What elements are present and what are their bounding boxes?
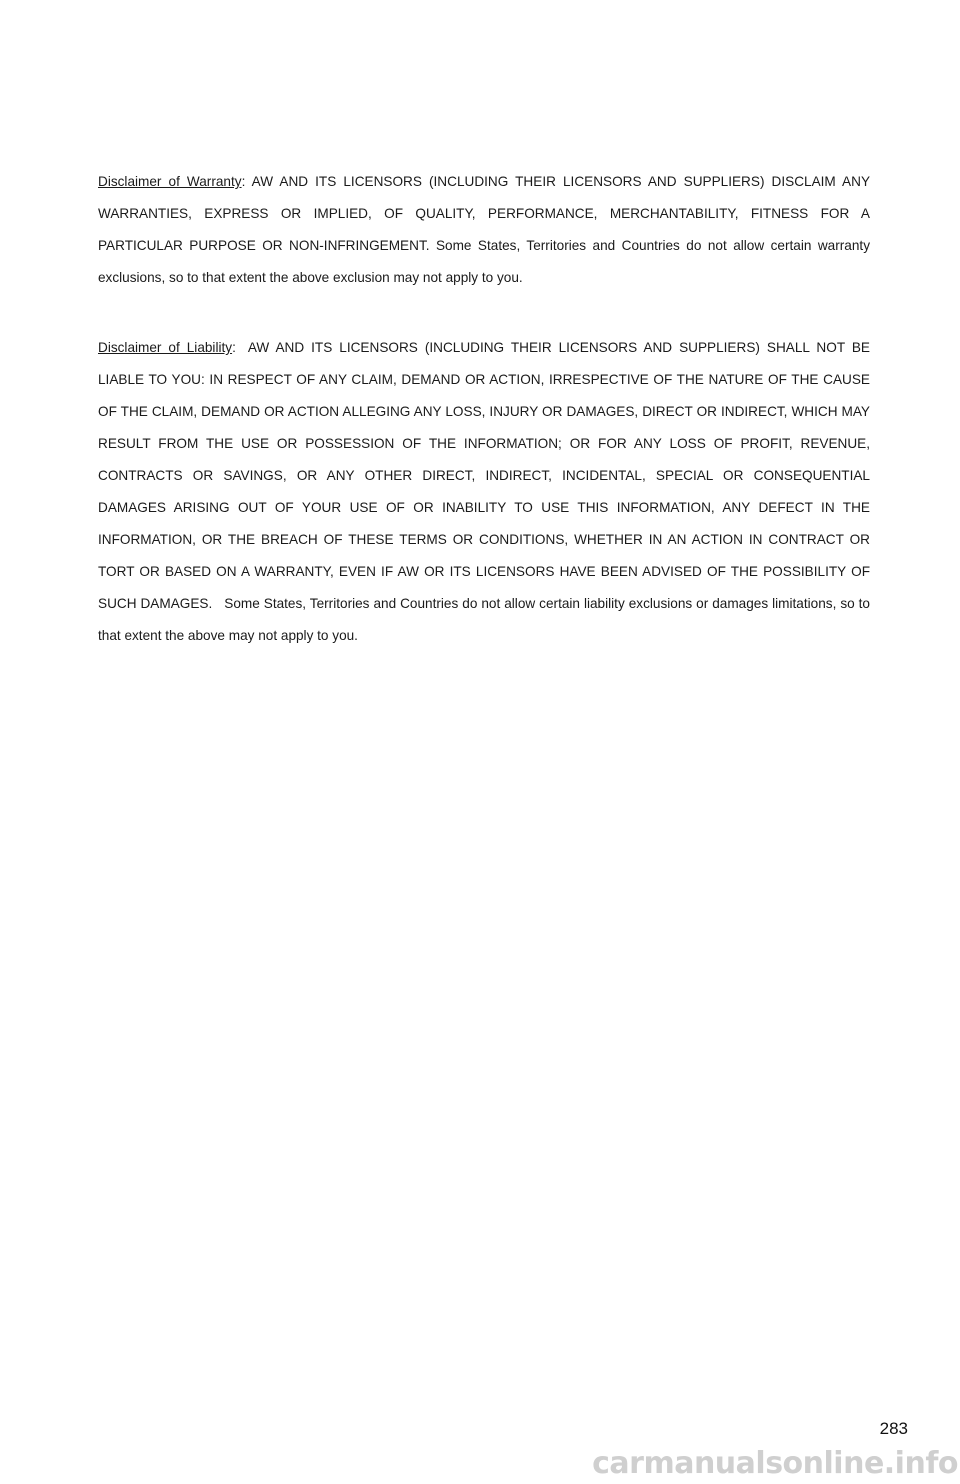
liability-heading-separator: : <box>232 340 236 355</box>
disclaimer-of-liability-paragraph <box>98 332 870 652</box>
watermark: carmanualsonline.info <box>592 1446 958 1481</box>
warranty-text: AW AND ITS LICENSORS (INCLUDING THEIR LICENSORS AND SUPPLIERS) DISCLAIM ANY WARRANTIES, EXPRESS OR IMPLIED, OF QUALITY, PERFORMANCE, MERCHANTABILITY, FITNESS FOR A PARTICULAR PURPOSE OR NON-INFRINGEMENT. Some States, Territories and Countries do not allow certain warranty exclusions, so to that extent the above exclusion may not apply to you. <box>98 174 871 285</box>
warranty-heading-separator: : <box>241 174 246 189</box>
disclaimer-of-warranty-paragraph <box>98 166 870 294</box>
page-number: 283 <box>879 1419 908 1438</box>
liability-text-end: Some States, Territories and Countries do not allow certain liability exclusions or damages limitations, so to that extent the above may not apply to you. <box>98 596 870 643</box>
warranty-heading: Disclaimer of Warranty <box>98 174 242 189</box>
liability-heading: Disclaimer of Liability <box>98 340 233 355</box>
liability-text: AW AND ITS LICENSORS (INCLUDING THEIR LICENSORS AND SUPPLIERS) SHALL NOT BE LIABLE TO YOU: IN RESPECT OF ANY CLAIM, DEMAND OR ACTION, IRRESPECTIVE OF THE NATURE OF THE CAUSE OF THE CLAIM, DEMAND OR ACTION ALLEGING ANY LOSS, INJURY OR DAMAGES, DIRECT OR INDIRECT, WHICH MAY RESULT FROM THE USE OR POSSESSION OF THE INFORMATION; OR FOR ANY LOSS OF PROFIT, REVENUE, CONTRACTS OR SAVINGS, OR ANY OTHER DIRECT, INDIRECT, INCIDENTAL, SPECIAL OR CONSEQUENTIAL DAMAGES ARISING OUT OF YOUR USE OF OR INABILITY TO USE THIS INFORMATION, ANY DEFECT IN THE INFORMATION, OR THE BREACH OF THESE TERMS OR CONDITIONS, WHETHER IN AN ACTION IN CONTRACT OR TORT OR BASED ON A WARRANTY, EVEN IF AW OR ITS LICENSORS HAVE BEEN ADVISED OF THE POSSIBILITY OF SUCH DAMAGES. <box>98 340 870 611</box>
